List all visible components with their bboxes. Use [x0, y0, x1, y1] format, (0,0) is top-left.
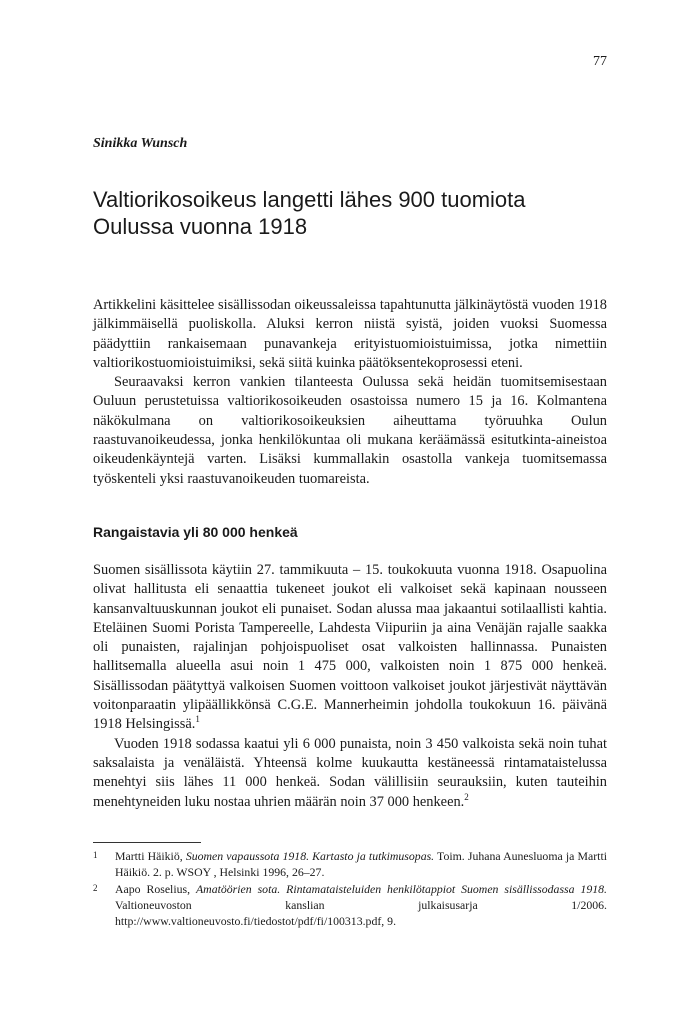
paragraph-text: Suomen sisällissota käytiin 27. tammikuuta – 15. toukokuuta vuonna 1918. Osapuolina olivat hallitusta eli senaattia tukeneet joukot eli valkoiset sekä kapinaan nousseen kansanvaltuuskunnan joukot eli punaiset. Sodan alussa maa jakaantui sotilaallisti kahtia. Eteläinen Suomi Porista Tampereelle, Lahdesta Viipuriin ja aina Venäjän rajalle saakka oli punaisten, rajalinjan pohjoispuoliset osat valkoisten hallinnassa. Punaisten hallitsemalla alueella asui noin 1 475 000, valkoisten noin 1 875 000 henkeä. Sisällissodan päätyttyä valkoisen Suomen voittoon valkoiset joukot järjestivät näyttävän voitonparaatin ylipäällikkönsä C.G.E. Mannerheimin johdolla toukokuun 16. päivänä 1918 Helsingissä. — [93, 562, 607, 733]
footnote-ref-2[interactable]: 2 — [464, 791, 469, 802]
title-line-1: Valtiorikosoikeus langetti lähes 900 tuomiota — [93, 187, 526, 212]
footnote-details: Toim. Juhana Aunesluoma ja Martti Häikiö. 2. p. WSOY , Helsinki 1996, 26–27. — [115, 849, 607, 879]
footnote-2 — [93, 881, 607, 929]
footnote-text — [115, 848, 607, 880]
section-heading: Rangaistavia yli 80 000 henkeä — [93, 524, 298, 540]
abstract-paragraph-1: Artikkelini käsittelee sisällissodan oikeussaleissa tapahtunutta jälkinäytöstä vuoden 1918 jälkimmäisellä puoliskolla. Aluksi kerron niistä syistä, joiden vuoksi Suomessa päädyttiin rankaisemaan punavankeja erityistuomioistuimissa, jotka nimettiin valtiorikostuomioistuimiksi, sekä siitä kuinka päätöksentekoprosessi eteni. — [93, 297, 607, 371]
page-number: 77 — [593, 54, 607, 69]
section-paragraph-1 — [93, 561, 607, 735]
footnote-text — [115, 881, 607, 929]
section-body — [93, 561, 607, 812]
abstract-paragraph-2: Seuraavaksi kerron vankien tilanteesta Oulussa sekä heidän tuomitsemisestaan Ouluun perustetuissa valtiorikosoikeuden osastoissa numero 15 ja 16. Kolmantena näkökulmana on valtiorikosoikeuksien aiheuttama työruuhka Oulun raastuvanoikeudessa, jonka henkilökuntaa oli mukana keräämässä esitutkinta-aineistoa oikeudenkäyntejä varten. Lisäksi kummallakin osastolla vankeja tuomitsemassa työskenteli yksi raastuvanoikeuden tuomareista. — [93, 374, 607, 487]
article-title — [93, 186, 613, 240]
abstract — [93, 296, 607, 489]
title-line-2: Oulussa vuonna 1918 — [93, 214, 308, 239]
section-paragraph-2 — [93, 735, 607, 812]
footnote-work-title: Suomen vapaussota 1918. Kartasto ja tutkimusopas. — [185, 849, 435, 863]
footnote-1 — [93, 848, 607, 880]
footnote-author: Martti Häikiö, — [115, 849, 186, 863]
author-name: Sinikka Wunsch — [93, 136, 188, 151]
footnote-author: Aapo Roselius, — [115, 882, 196, 896]
paragraph-text: Vuoden 1918 sodassa kaatui yli 6 000 punaista, noin 3 450 valkoista sekä noin tuhat saksalaista ja venäläistä. Yhteensä kolme kuukautta kestäneessä rintamataistelussa menehtyi siis lähes 11 000 henkeä. Sodan välillisiin seurauksiin, kuten tauteihin menehtyneiden luku nostaa uhrien määrän noin 37 000 henkeen. — [93, 735, 607, 810]
footnote-number: 1 — [93, 850, 98, 860]
footnote-divider — [93, 842, 201, 843]
footnote-details[interactable]: Valtioneuvoston kanslian julkaisusarja 1/2006. http://www.valtioneuvosto.fi/tiedostot/pdf/fi/100313.pdf, 9. — [115, 898, 607, 928]
footnote-ref-1[interactable]: 1 — [195, 714, 200, 725]
footnote-number: 2 — [93, 883, 98, 893]
footnote-work-title: Amatöörien sota. Rintamataisteluiden henkilötappiot Suomen sisällissodassa 1918. — [195, 882, 607, 896]
footnotes — [93, 848, 607, 930]
